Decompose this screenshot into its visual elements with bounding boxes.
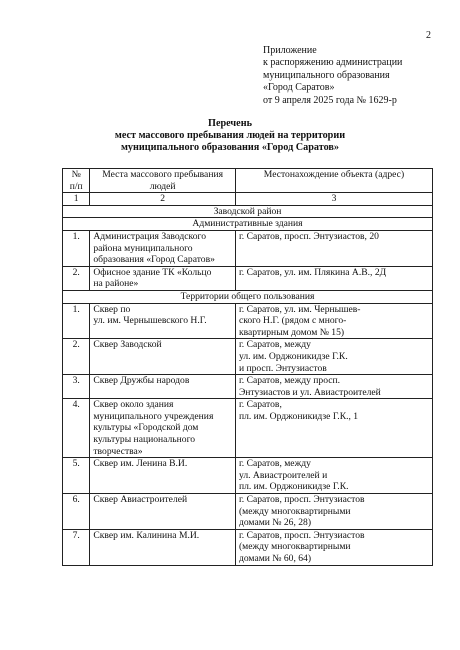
appendix-block [263,45,402,107]
address-line: г. Саратов, просп. Энтузиастов [238,494,365,506]
place-name [90,494,236,530]
address-line: г. Саратов, просп. Энтузиастов [238,529,365,541]
column-number-row [63,193,433,206]
header-num [63,169,90,193]
column-number: 2 [90,193,236,206]
address-line: г. Саратов, [238,399,282,411]
place-name-line: Офисное здание ТК «Кольцо [93,266,212,278]
table-row [63,458,433,494]
address-line: домами № 60, 64) [238,553,312,564]
place-name-line: Сквер им. Калинина М.И. [93,529,200,541]
row-number: 1. [63,303,90,339]
place-name [90,458,236,494]
place-name-line: Сквер по [93,303,131,315]
place-name-line: культуры «Городской дом [93,422,199,434]
place-name-line: Администрация Заводского [93,230,206,242]
place-name-line: творчества» [93,445,143,457]
table-row [63,494,433,530]
place-name-line: Сквер Авиастроителей [93,494,188,506]
place-name [90,339,236,375]
header-line: № [71,169,81,180]
place-address [235,494,432,530]
address-line: пл. им. Орджоникидзе Г.К. [238,481,349,493]
address-line: г. Саратов, просп. Энтузиастов, 20 [238,230,379,242]
address-line: ул. Авиастроителей и [238,469,328,481]
title-line: Перечень [208,118,252,129]
row-number: 5. [63,458,90,494]
section-public-label: Территории общего пользования [63,290,433,303]
appendix-line: муниципального образования [263,69,390,81]
district-row [63,205,433,218]
row-number: 4. [63,399,90,458]
page-number: 2 [426,30,431,41]
public-rows [63,303,433,565]
place-name-line: образования «Город Саратов» [93,254,215,266]
table-row [63,375,433,399]
section-admin-label: Административные здания [63,218,433,231]
place-address [235,399,432,458]
row-number: 6. [63,494,90,530]
place-name-line: Сквер Заводской [93,339,162,351]
header-place [90,169,236,193]
address-line: (между многоквартирными [238,505,351,517]
row-number: 7. [63,529,90,565]
place-name-line: Сквер им. Ленина В.И. [93,458,188,470]
place-name-line: Сквер Дружбы народов [93,375,190,387]
address-line: г. Саратов, ул. им. Чернышев- [238,303,361,315]
address-line: г. Саратов, между [238,458,311,470]
place-address [235,529,432,565]
address-line: ул. им. Орджоникидзе Г.К. [238,350,348,362]
place-name-line: района муниципального [93,242,193,254]
address-line: г. Саратов, ул. им. Плякина А.В., 2Д [238,266,387,278]
place-address [235,266,432,290]
row-number: 1. [63,230,90,266]
address-line: г. Саратов, между просп. [238,375,341,387]
address-line: и просп. Энтузиастов [238,362,327,374]
appendix-line: «Город Саратов» [263,82,335,94]
appendix-line: к распоряжению администрации [263,57,403,69]
admin-rows [63,230,433,290]
table-row [63,529,433,565]
place-address [235,458,432,494]
appendix-line: от 9 апреля 2025 года № 1629-р [263,94,397,106]
header-line: п/п [69,180,83,192]
address-line: (между многоквартирными [238,541,351,553]
table-row [63,399,433,458]
row-number: 2. [63,339,90,375]
table-row [63,266,433,290]
place-address [235,303,432,339]
place-name [90,375,236,399]
address-line: домами № 26, 28) [238,517,312,529]
district-label: Заводской район [63,205,433,218]
address-line: ского Н.Г. (рядом с много- [238,315,347,327]
place-address [235,375,432,399]
place-name [90,399,236,458]
place-name-line: на районе» [93,278,139,290]
address-line: Энтузиастов и ул. Авиастроителей [238,386,381,398]
header-line: людей [149,180,176,192]
appendix-line: Приложение [263,45,317,56]
place-address [235,339,432,375]
section-row [63,290,433,303]
table-row [63,303,433,339]
places-table [62,168,433,566]
place-name [90,266,236,290]
place-name [90,230,236,266]
table-row [63,230,433,266]
column-number: 3 [235,193,432,206]
row-number: 3. [63,375,90,399]
place-name [90,303,236,339]
header-address: Местонахождение объекта (адрес) [235,169,432,193]
place-name [90,529,236,565]
column-number: 1 [63,193,90,206]
document-title [0,118,460,155]
title-line: муниципального образования «Город Саратов» [120,142,340,154]
section-row [63,218,433,231]
title-line: мест массового пребывания людей на территории [114,130,346,142]
header-line: Места массового пребывания [102,169,223,180]
place-name-line: муниципального учреждения [93,410,214,422]
place-name-line: ул. им. Чернышевского Н.Г. [93,315,207,327]
place-name-line: Сквер около здания [93,399,174,411]
table-row [63,339,433,375]
place-address [235,230,432,266]
table-header-row [63,169,433,193]
address-line: квартирным домом № 15) [238,326,345,338]
row-number: 2. [63,266,90,290]
place-name-line: культуры национального [93,434,196,446]
address-line: пл. им. Орджоникидзе Г.К., 1 [238,410,359,422]
address-line: г. Саратов, между [238,339,311,351]
